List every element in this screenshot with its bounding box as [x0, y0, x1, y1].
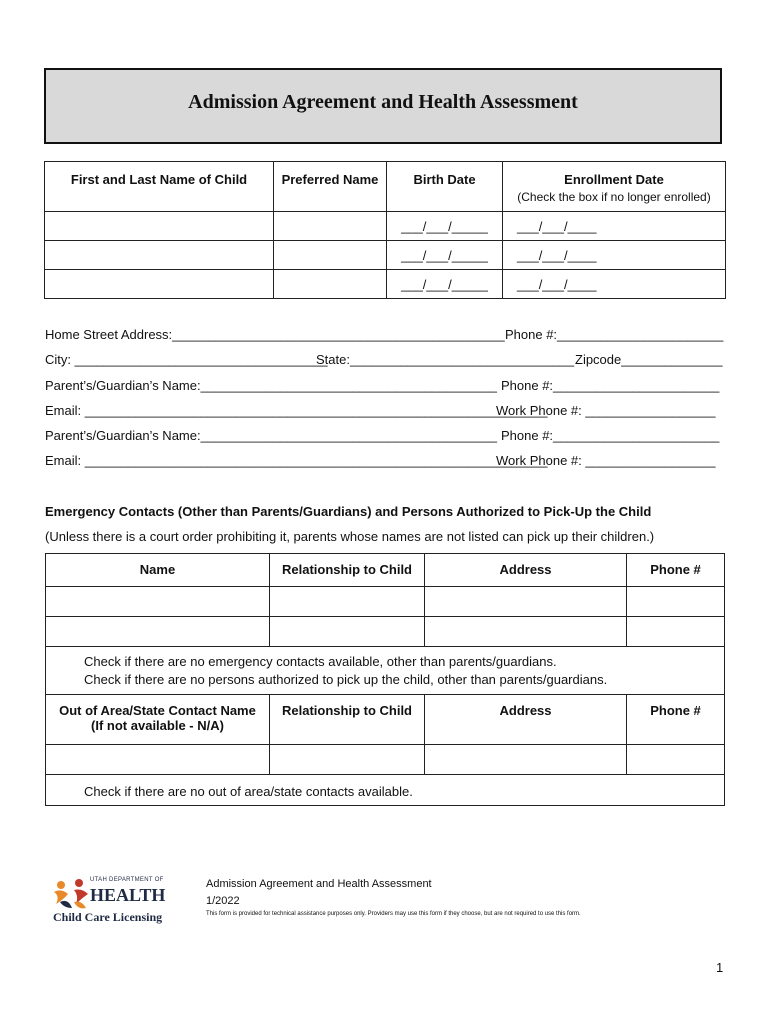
- logo-bottom-text: Child Care Licensing: [53, 910, 163, 924]
- health-logo: [52, 876, 172, 928]
- no-authorized-pickup-check[interactable]: Check if there are no persons authorized to pick up the child, other than parents/guardians.: [84, 672, 608, 687]
- email-line[interactable]: Email: ________________________________________________________________: [45, 403, 548, 418]
- col-address: Address: [425, 554, 627, 587]
- enrollment-date-label: Enrollment Date: [564, 172, 664, 187]
- form-title-box: [44, 68, 722, 144]
- table-row: [46, 587, 725, 617]
- col-phone: Phone #: [627, 554, 725, 587]
- col-ooa-relationship: Relationship to Child: [270, 695, 425, 745]
- enroll-date-blank[interactable]: ___/___/____: [503, 270, 726, 299]
- phone-line[interactable]: Phone #:_______________________: [505, 327, 724, 342]
- enroll-date-blank[interactable]: ___/___/____: [503, 212, 726, 241]
- phone-cell[interactable]: [627, 587, 725, 617]
- footer-disclaimer: This form is provided for technical assistance purposes only. Providers may use this form if they choose, but are not required to use this form.: [206, 911, 581, 917]
- child-name-cell[interactable]: [45, 270, 274, 299]
- enrollment-date-note: (Check the box if no longer enrolled): [517, 190, 711, 204]
- table-row: [45, 270, 726, 299]
- ooa-name-cell[interactable]: [46, 745, 270, 775]
- emergency-heading: Emergency Contacts (Other than Parents/Guardians) and Persons Authorized to Pick-Up the Child: [45, 504, 652, 519]
- address-cell[interactable]: [425, 587, 627, 617]
- col-child-name: First and Last Name of Child: [45, 162, 274, 212]
- col-enrollment-date: [503, 162, 726, 212]
- logo-health-text: HEALTH: [90, 885, 166, 905]
- contact-name-cell[interactable]: [46, 587, 270, 617]
- form-title: Admission Agreement and Health Assessment: [188, 90, 578, 113]
- birth-date-blank[interactable]: ___/___/_____: [387, 270, 503, 299]
- parent-name-line[interactable]: Parent’s/Guardian’s Name:_________________________________________: [45, 428, 498, 443]
- email-line[interactable]: Email: ________________________________________________________________: [45, 453, 548, 468]
- child-name-cell[interactable]: [45, 241, 274, 270]
- parent-phone-line[interactable]: Phone #:_______________________: [501, 378, 720, 393]
- col-ooa-phone: Phone #: [627, 695, 725, 745]
- preferred-name-cell[interactable]: [274, 270, 387, 299]
- ooa-name-note: (If not available - N/A): [91, 718, 224, 733]
- footer-date: 1/2022: [206, 895, 240, 907]
- ooa-relationship-cell[interactable]: [270, 745, 425, 775]
- logo-figures-icon: [52, 878, 92, 912]
- logo-top-text: UTAH DEPARTMENT OF: [90, 877, 164, 883]
- no-contacts-checks: [46, 647, 725, 695]
- birth-date-blank[interactable]: ___/___/_____: [387, 212, 503, 241]
- page-number: 1: [716, 960, 724, 975]
- ooa-phone-cell[interactable]: [627, 745, 725, 775]
- emergency-contacts-table: [45, 553, 725, 806]
- state-line[interactable]: State:_______________________________: [316, 352, 575, 367]
- table-row: [46, 745, 725, 775]
- preferred-name-cell[interactable]: [274, 241, 387, 270]
- table-row: [46, 617, 725, 647]
- relationship-cell[interactable]: [270, 587, 425, 617]
- contact-name-cell[interactable]: [46, 617, 270, 647]
- footer-doc-title: Admission Agreement and Health Assessment: [206, 878, 432, 890]
- child-name-cell[interactable]: [45, 212, 274, 241]
- ooa-address-cell[interactable]: [425, 745, 627, 775]
- home-address-line[interactable]: Home Street Address:______________________________________________: [45, 327, 505, 342]
- birth-date-blank[interactable]: ___/___/_____: [387, 241, 503, 270]
- work-phone-line[interactable]: Work Phone #: __________________: [496, 403, 716, 418]
- enroll-date-blank[interactable]: ___/___/____: [503, 241, 726, 270]
- preferred-name-cell[interactable]: [274, 212, 387, 241]
- parent-phone-line[interactable]: Phone #:_______________________: [501, 428, 720, 443]
- emergency-note: (Unless there is a court order prohibiting it, parents whose names are not listed can pick up their children.): [45, 529, 655, 544]
- parent-name-line[interactable]: Parent’s/Guardian’s Name:_________________________________________: [45, 378, 498, 393]
- col-birth-date: Birth Date: [387, 162, 503, 212]
- address-cell[interactable]: [425, 617, 627, 647]
- table-row: [45, 212, 726, 241]
- no-emergency-contacts-check[interactable]: Check if there are no emergency contacts available, other than parents/guardians.: [84, 654, 557, 669]
- phone-cell[interactable]: [627, 617, 725, 647]
- child-info-table: [44, 161, 726, 299]
- no-ooa-contacts-check[interactable]: Check if there are no out of area/state contacts available.: [46, 775, 725, 806]
- relationship-cell[interactable]: [270, 617, 425, 647]
- col-preferred-name: Preferred Name: [274, 162, 387, 212]
- work-phone-line[interactable]: Work Phone #: __________________: [496, 453, 716, 468]
- col-ooa-address: Address: [425, 695, 627, 745]
- ooa-name-label: Out of Area/State Contact Name: [59, 703, 256, 718]
- table-row: [45, 241, 726, 270]
- zipcode-line[interactable]: Zipcode______________: [575, 352, 723, 367]
- col-relationship: Relationship to Child: [270, 554, 425, 587]
- city-line[interactable]: City: ___________________________________: [45, 352, 328, 367]
- col-name: Name: [46, 554, 270, 587]
- col-ooa-contact-name: [46, 695, 270, 745]
